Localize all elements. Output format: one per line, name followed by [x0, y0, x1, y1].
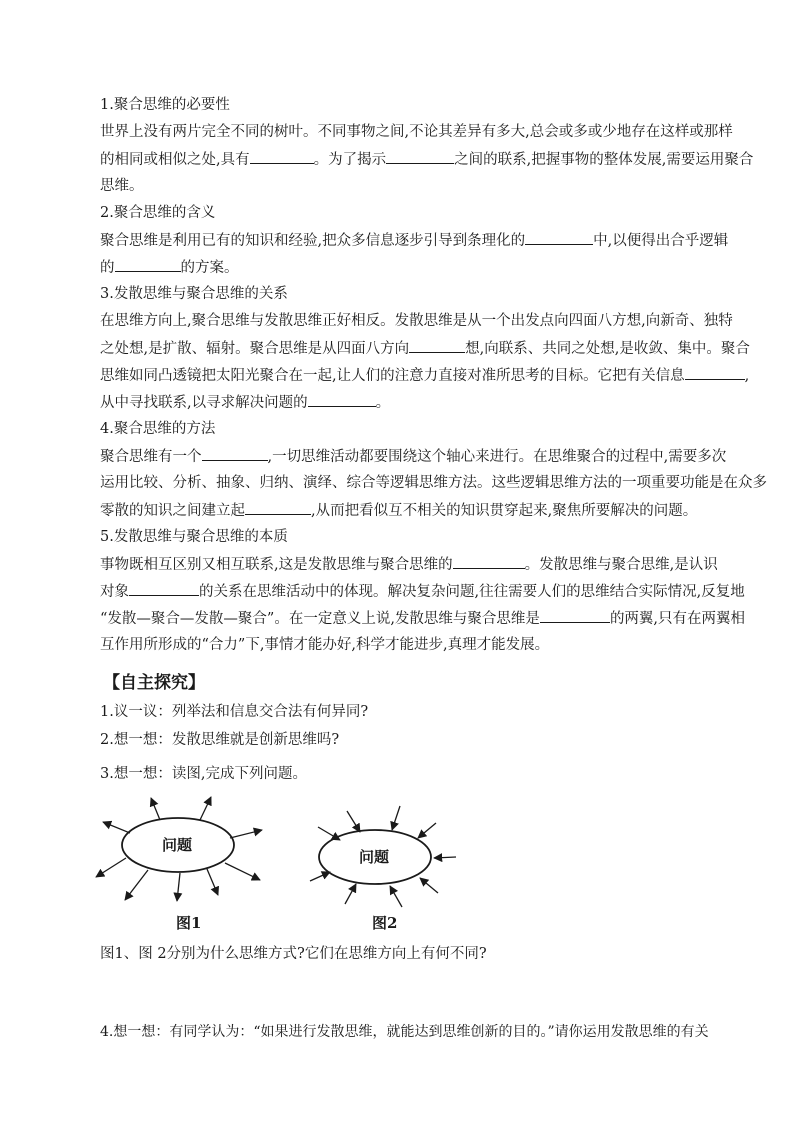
- explore-section-title: 【自主探究】: [103, 673, 205, 693]
- section-2-line-2: 的 的方案。: [100, 257, 740, 278]
- section-4-line-1: 聚合思维有一个 ,一切思维活动都要围绕这个轴心来进行。在思维聚合的过程中,需要多次: [100, 446, 740, 467]
- section-3-line-2: 之处想,是扩散、辐射。聚合思维是从四面八方向 想,向联系、共同之处想,是收敛、集中。聚合: [100, 338, 740, 359]
- section-4-heading: 4.聚合思维的方法: [100, 421, 216, 437]
- section-1-line-2: 的相同或相似之处,具有 。为了揭示 之间的联系,把握事物的整体发展,需要运用聚合: [100, 149, 740, 170]
- section-5-line-2: 对象 的关系在思维活动中的体现。解决复杂问题,往往需要人们的思维结合实际情况,反复地: [100, 581, 740, 602]
- section-4-line-3: 零散的知识之间建立起 ,从而把看似互不相关的知识贯穿起来,聚焦所要解决的问题。: [100, 500, 740, 521]
- section-5-heading: 5.发散思维与聚合思维的本质: [100, 529, 288, 545]
- section-1-line-1: 世界上没有两片完全不同的树叶。不同事物之间,不论其差异有多大,总会或多或少地存在这样或那样: [100, 124, 733, 140]
- section-5-line-1: 事物既相互区别又相互联系,这是发散思维与聚合思维的 。发散思维与聚合思维,是认识: [100, 554, 740, 575]
- section-2-line-1: 聚合思维是利用已有的知识和经验,把众多信息逐步引导到条理化的 中,以便得出合乎逻辑: [100, 230, 740, 251]
- section-3-line-3: 思维如同凸透镜把太阳光聚合在一起,让人们的注意力直接对准所思考的目标。它把有关信息 ,: [100, 365, 740, 386]
- explore-question-3: 3.想一想：读图,完成下列问题。: [100, 766, 307, 782]
- figure-2-caption: 图2: [372, 914, 398, 932]
- explore-question-1: 1.议一议：列举法和信息交合法有何异同?: [100, 704, 369, 720]
- section-1-line-3: 思维。: [100, 178, 144, 194]
- section-4-line-2: 运用比较、分析、抽象、归纳、演绎、综合等逻辑思维方法。这些逻辑思维方法的一项重要功能是在众多: [100, 475, 767, 491]
- section-1-heading: 1.聚合思维的必要性: [100, 97, 230, 113]
- figure-2-label: 问题: [359, 848, 390, 866]
- explore-question-3-prompt: 图1、图 2分别为什么思维方式?它们在思维方向上有何不同?: [100, 946, 487, 962]
- section-5-line-4: 互作用所形成的“合力”下,事情才能办好,科学才能进步,真理才能发展。: [100, 637, 550, 653]
- section-3-line-1: 在思维方向上,聚合思维与发散思维正好相反。发散思维是从一个出发点向四面八方想,向新奇、独特: [100, 313, 733, 329]
- explore-question-2: 2.想一想：发散思维就是创新思维吗?: [100, 732, 340, 748]
- section-3-heading: 3.发散思维与聚合思维的关系: [100, 286, 288, 302]
- section-3-line-4: 从中寻找联系,以寻求解决问题的 。: [100, 392, 740, 413]
- figure-1-label: 问题: [162, 836, 193, 854]
- figure-1-caption: 图1: [176, 914, 202, 932]
- section-5-line-3: “发散—聚合—发散—聚合”。在一定意义上说,发散思维与聚合思维是 的两翼,只有在两翼相: [100, 608, 740, 629]
- section-2-heading: 2.聚合思维的含义: [100, 205, 216, 221]
- explore-question-4: 4.想一想：有同学认为：“如果进行发散思维，就能达到思维创新的目的。”请你运用发散思维的有关: [100, 1024, 709, 1040]
